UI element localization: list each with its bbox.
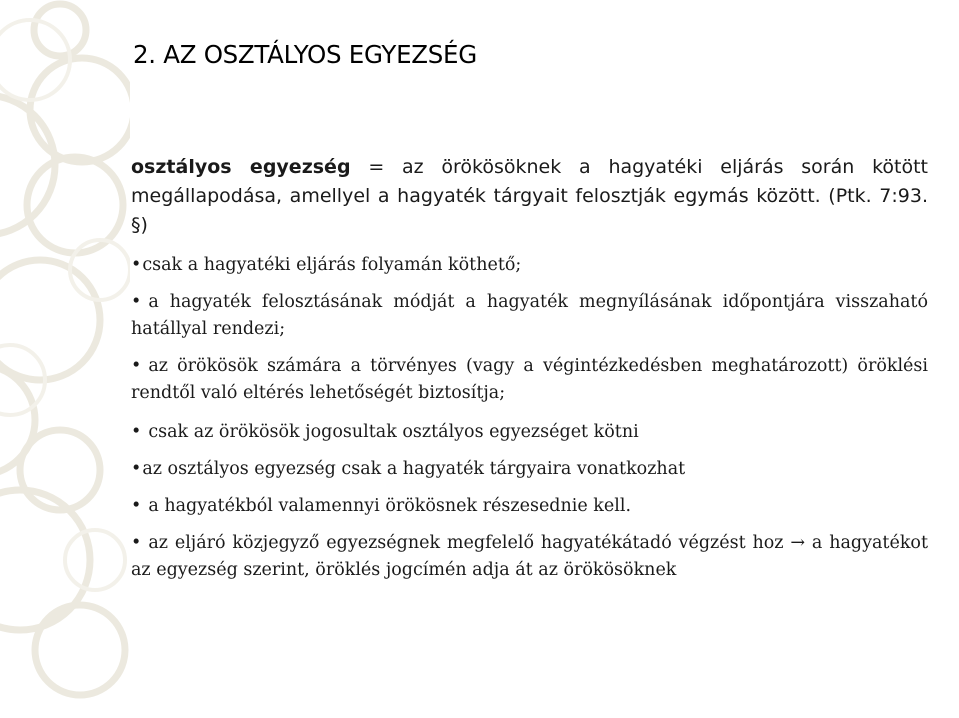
list-item-text: az eljáró közjegyző egyezségnek megfelelő hagyatékátadó végzést hoz → a hagyatékot az egyezség szerint, öröklés jogcímén adja át az örökösöknek: [131, 533, 928, 580]
list-item: [131, 419, 928, 446]
bullet-marker: •: [131, 292, 142, 312]
slide-title: 2. AZ OSZTÁLYOS EGYEZSÉG: [133, 40, 477, 69]
list-item-text: a hagyaték felosztásának módját a hagyaték megnyílásának időpontjára visszaható hatállyal rendezi;: [131, 292, 928, 339]
bullet-list: [131, 252, 928, 580]
background-circles-decoration: [0, 0, 130, 718]
bullet-marker: •: [131, 356, 142, 376]
list-item: [131, 493, 928, 520]
list-item: [131, 353, 928, 407]
definition-term: osztályos egyezség: [131, 156, 351, 178]
list-item-text: csak az örökösök jogosultak osztályos egyezséget kötni: [148, 422, 639, 442]
definition-text: = az örökösöknek a hagyatéki eljárás során kötött megállapodása, amellyel a hagyaték tárgyait felosztják egymás között. (Ptk. 7:93. §): [131, 156, 928, 236]
bullet-marker: •: [131, 496, 142, 516]
bullet-marker: •: [131, 255, 142, 275]
list-item-text: csak a hagyatéki eljárás folyamán köthető;: [142, 255, 522, 275]
list-item-text: az örökösök számára a törvényes (vagy a végintézkedésben meghatározott) öröklési rendtől való eltérés lehetőségét biztosítja;: [131, 356, 928, 403]
list-item: [131, 530, 928, 584]
list-item-text: a hagyatékból valamennyi örökösnek részesednie kell.: [148, 496, 632, 516]
bullet-marker: •: [131, 459, 142, 479]
list-item: [131, 252, 928, 279]
definition-paragraph: [131, 153, 928, 240]
list-item: [131, 289, 928, 343]
list-item-text: az osztályos egyezség csak a hagyaték tárgyaira vonatkozhat: [142, 459, 686, 479]
bullet-marker: •: [131, 533, 142, 553]
list-item: [131, 456, 928, 483]
bullet-marker: •: [131, 422, 142, 442]
